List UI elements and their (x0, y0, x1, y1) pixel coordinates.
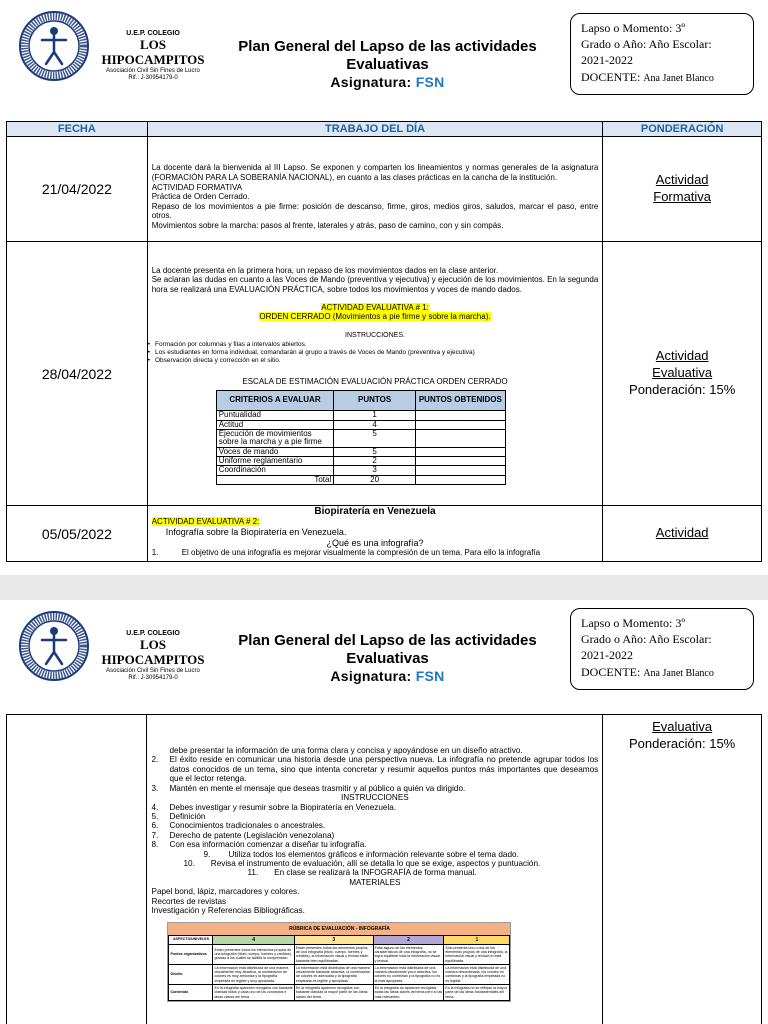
table-row (7, 137, 762, 242)
list-item: • Formación por columnas y filas a intervalos abiertos. (152, 341, 599, 349)
rubric-cell: En la infografía aparecen recogidos con bastante claridad la mayor parte de las ideas claves del tema. (294, 985, 373, 1001)
subject-label: Asignatura: (330, 668, 412, 684)
list-text: Mantén en mente el mensaje que deseas trasmitir y al público a quién va dirigido. (169, 783, 466, 793)
row-date: 21/04/2022 (7, 137, 148, 242)
criteria-points: 5 (334, 447, 416, 456)
scale-title: ESCALA DE ESTIMACIÓN EVALUACIÓN PRÁCTICA ORDEN CERRADO (242, 376, 508, 386)
pond-line: Ponderación: 15% (629, 735, 736, 751)
rubric-title: RÚBRICA DE EVALUACIÓN - INFOGRAFÍA (168, 923, 510, 935)
rubric-aspect: Contenido (169, 985, 213, 1001)
list-item (151, 831, 598, 840)
question-text: ¿Qué es una infografía? (326, 537, 424, 548)
subject-line (215, 668, 560, 685)
docente-label: DOCENTE: (581, 664, 641, 679)
school-name: LOS HIPOCAMPITOS (101, 37, 205, 67)
table-row (216, 475, 505, 484)
text-paragraph: Infografía sobre la Biopiratería en Venezuela. (165, 526, 347, 537)
criteria-header: CRITERIOS A EVALUAR (216, 391, 334, 411)
text-paragraph: La docente dará la bienvenida al III Lapso. Se exponen y comparten los lineamientos y normas generales de la asignatura (FORMACIÓN PARA LA SOBERANÍA NACIONAL), en cuanto a las clases prácticas en la cancha de la institución. (151, 163, 599, 183)
list-text: Debes investigar y resumir sobre la Biopiratería en Venezuela. (169, 802, 397, 812)
page-title (215, 38, 560, 91)
rubric-level: 3 (294, 935, 373, 944)
school-line1: U.E.P. COLEGIO (126, 30, 180, 37)
criteria-points: 4 (334, 420, 416, 429)
row-ponderacion (603, 506, 762, 562)
list-item: 11. En clase se realizará la INFOGRAFÍA de forma manual. (247, 868, 477, 878)
instructions-title: INSTRUCCIONES. (345, 331, 405, 339)
list-item: • Observación directa y corrección en el sitio. (152, 357, 599, 365)
subject-line (215, 74, 560, 91)
list-item (152, 548, 599, 558)
school-line3: Asociación Civil Sin Fines de Lucro (106, 667, 200, 674)
table-row (7, 715, 762, 1024)
table-row (169, 985, 510, 1001)
title-line2: Evaluativas (346, 56, 429, 73)
list-item: 10. Revisa el instrumento de evaluación, allí se detalla lo que se exige, aspectos y puntuación. (183, 859, 541, 869)
table-row (7, 506, 762, 562)
subject-label: Asignatura: (330, 74, 412, 90)
criteria-header-row (216, 391, 505, 411)
list-item (151, 784, 598, 793)
title-line2: Evaluativas (346, 650, 429, 667)
criteria-name: Coordinación (216, 466, 334, 475)
row-date: 28/04/2022 (7, 242, 148, 506)
criteria-points: 5 (334, 429, 416, 447)
page-title (215, 632, 560, 685)
rubric-cell: Falta alguno de los elementos característicos de una infografía, no se logra equilibrar toda la información visual y textual. (373, 944, 444, 964)
rubric-level: 1 (444, 935, 510, 944)
school-logo-icon (18, 10, 90, 82)
criteria-table (216, 390, 506, 485)
activity-subtitle: ORDEN CERRADO (Movimientos a pie firme y sobre la marcha). (259, 312, 491, 322)
text-paragraph: Práctica de Orden Cerrado. (151, 192, 250, 202)
info-grado: Grado o Año: Año Escolar: (581, 632, 712, 647)
plan-table-continued (6, 714, 762, 1024)
row-ponderacion (603, 242, 762, 506)
pond-line: Actividad (655, 172, 709, 188)
docente-name: Ana Janet Blanco (643, 667, 714, 679)
rubric-cell: La información está distribuida de una manera visualmente bastante atractiva, la combinación de colores es adecuada y la tipografía empleada es legible y apropiada. (294, 964, 373, 984)
list-item: • Los estudiantes en forma individual, comandarán al grupo a través de Voces de Mando (preventiva y ejecutiva) (152, 349, 599, 357)
subject-value: FSN (415, 74, 445, 90)
rubric-aspect-header: ASPECTOS/NIVELES (169, 935, 213, 944)
activity-title: ACTIVIDAD EVALUATIVA # 1: (321, 302, 429, 312)
rubric-cell: En la infografía no se reflejan la mayor parte de las ideas fundamentales del tema. (444, 985, 510, 1001)
instructions-list (152, 341, 599, 364)
school-name-block (93, 30, 213, 82)
row-ponderacion (603, 137, 762, 242)
info-year: 2021-2022 (581, 53, 633, 68)
list-item (151, 755, 598, 783)
rubric-image (167, 922, 511, 1002)
list-number: 2. (151, 755, 159, 765)
rubric-table (168, 935, 510, 1001)
list-number: 3. (151, 783, 159, 793)
header-fecha: FECHA (7, 122, 148, 137)
table-row (7, 242, 762, 506)
row-date (7, 715, 147, 1024)
materials-item: Recortes de revistas (151, 896, 227, 906)
header-trabajo: TRABAJO DEL DÍA (147, 122, 603, 137)
page-gap (0, 575, 768, 600)
pond-line: Actividad (655, 348, 709, 364)
pond-line: Evaluativa (652, 365, 713, 381)
list-item (151, 821, 598, 830)
info-lapso: Lapso o Momento: 3º (581, 21, 686, 35)
criteria-obtained (415, 429, 505, 447)
title-line1: Plan General del Lapso de las actividades (238, 632, 537, 649)
info-docente (581, 69, 743, 86)
criteria-header: PUNTOS (334, 391, 416, 411)
list-text: El éxito reside en comunicar una historia desde una perspectiva nueva. La infografía no pretende agrupar todos los datos conocidos de un tema, sino que intenta concretar y resumir aquellos puntos más importantes que deseamos que el lector retenga. (169, 755, 599, 784)
text-paragraph: Repaso de los movimientos a pie firme: posición de descanso, firme, giros, medios giros, saludos, marcar el paso, entre otros. (151, 201, 599, 221)
criteria-points: 1 (334, 411, 416, 420)
plan-table (6, 121, 762, 562)
criteria-name: Ejecución de movimientos sobre la marcha y a pie firme (216, 429, 334, 447)
info-year: 2021-2022 (581, 648, 633, 663)
row-content (147, 506, 603, 562)
school-rif: Rif.: J-30954179-0 (128, 74, 178, 81)
activity-title: ACTIVIDAD EVALUATIVA # 2: (151, 517, 260, 527)
table-row (216, 429, 505, 447)
docente-label: DOCENTE: (581, 69, 641, 84)
list-text: El objetivo de una infografía es mejorar visualmente la compresión de un tema. Para ello la infografía (181, 548, 541, 558)
list-item (151, 803, 598, 812)
table-row (216, 420, 505, 429)
school-rif: Rif.: J-30954179-0 (128, 674, 178, 681)
pond-line: Evaluativa (652, 719, 713, 734)
info-lapso: Lapso o Momento: 3º (581, 616, 686, 630)
rubric-cell: Están presentes todos los elementos propios de una infografía (título, cuerpo, fuentes y créditos), gracias a los cuales se facilita la comprensión. (213, 944, 294, 964)
row-date: 05/05/2022 (7, 506, 148, 562)
list-number: 1. (151, 548, 159, 558)
rubric-cell: Están presentes todos los elementos propios de una infografía (título, cuerpo, fuentes y créditos), la información visual y textual están bastante bien equilibradas. (294, 944, 373, 964)
rubric-cell: Sólo presenta uno o dos de los elementos propios de una infografía, la información visual y textual no está equilibrada. (444, 944, 510, 964)
list-item: 9. Utiliza todos los elementos gráficos e información relevante sobre el tema dado. (203, 849, 519, 859)
criteria-obtained (415, 420, 505, 429)
school-name: LOS HIPOCAMPITOS (101, 637, 205, 667)
info-box (570, 608, 754, 690)
criteria-points: 3 (334, 466, 416, 475)
table-row (216, 411, 505, 420)
docente-name: Ana Janet Blanco (643, 72, 714, 84)
list-text: Conocimientos tradicionales o ancestrales. (169, 821, 326, 831)
school-line3: Asociación Civil Sin Fines de Lucro (106, 67, 200, 74)
instructions-title: INSTRUCCIONES (340, 793, 409, 803)
pond-line: Formativa (653, 189, 712, 204)
school-logo-icon (18, 610, 90, 682)
header-ponderacion: PONDERACIÓN (603, 122, 762, 137)
criteria-points: 2 (334, 457, 416, 466)
rubric-cell: En la infografía no aparecen recogidas todas las ideas claves del tema pero sí las más relevantes. (374, 986, 443, 999)
rubric-level: 4 (213, 935, 294, 944)
rubric-level: 2 (373, 935, 444, 944)
rubric-aspect: Puntos organizativos (169, 944, 213, 964)
list-text: Definición (169, 811, 206, 821)
subject-value: FSN (415, 668, 445, 684)
rubric-cell: En la infografía aparecen recogidos con bastante claridad todos y cada uno de los conceptos e ideas claves del tema. (214, 986, 293, 999)
document-page-2 (0, 600, 768, 1024)
info-docente (581, 664, 743, 681)
rubric-cell: La información está distribuida de una manera visualmente muy atractiva, la combinación de colores es muy armónica y la tipografía empleada es legible y muy apropiada. (213, 964, 294, 984)
title-line1: Plan General del Lapso de las actividades (238, 38, 537, 55)
materials-item: Papel bond, lápiz, marcadores y colores. (151, 887, 300, 897)
info-grado: Grado o Año: Año Escolar: (581, 37, 712, 52)
table-row (216, 466, 505, 475)
row-content (147, 242, 603, 506)
row-content (147, 137, 603, 242)
total-value: 20 (334, 475, 416, 484)
criteria-name: Voces de mando (216, 447, 334, 456)
table-row (169, 964, 510, 984)
rubric-cell: La información está distribuida de una manera desordenada, los colores no combinan y la tipografía empleada no es legible. (444, 964, 510, 984)
rubric-aspect: Diseño (169, 964, 213, 984)
criteria-name: Uniforme reglamentario (216, 457, 334, 466)
row-ponderacion (603, 715, 762, 1024)
list-text: Derecho de patente (Legislación venezolana) (169, 830, 335, 840)
school-name-block (93, 630, 213, 682)
criteria-name: Actitud (216, 420, 334, 429)
criteria-name: Puntualidad (216, 411, 334, 420)
text-paragraph: debe presentar la información de una forma clara y concisa y apoyándose en un diseño atractivo. (169, 745, 523, 755)
school-line1: U.E.P. COLEGIO (126, 630, 180, 637)
table-row (169, 944, 510, 964)
row-content (147, 715, 603, 1024)
criteria-obtained (415, 475, 505, 484)
text-paragraph: Movimientos sobre la marcha: pasos al frente, laterales y atrás, paso de camino, con y sin compás. (151, 220, 504, 230)
criteria-obtained (415, 411, 505, 420)
materials-item: Investigación y Referencias Bibliográficas. (151, 906, 305, 916)
list-number: 4. (151, 802, 159, 812)
criteria-obtained (415, 457, 505, 466)
list-text: Con esa información comenzar a diseñar tu infografía. (169, 840, 367, 850)
criteria-obtained (415, 447, 505, 456)
pond-line: Ponderación: 15% (629, 381, 736, 397)
list-item (151, 812, 598, 821)
list-number: 8. (151, 840, 159, 850)
list-number: 5. (151, 811, 159, 821)
text-paragraph: Se aclaran las dudas en cuanto a las Voces de Mando (preventiva y ejecutiva) y ejecución de los movimientos. En la segunda hora se realizará una EVALUACIÓN PRÁCTICA, sobre todos los movimientos y voces de mando dados. (151, 275, 599, 294)
criteria-obtained (415, 466, 505, 475)
rubric-cell: La información está distribuida de una manera visualmente poco atractiva, los colores no combinan y la tipografía no es la más apropiada. (373, 964, 444, 984)
list-number: 6. (151, 821, 159, 831)
text-paragraph: ACTIVIDAD FORMATIVA (151, 182, 243, 192)
section-heading: Biopiratería en Venezuela (314, 506, 436, 518)
pond-line: Actividad (655, 525, 709, 541)
total-label: Total (216, 475, 334, 484)
materials-title: MATERIALES (349, 877, 401, 887)
table-header-row (7, 122, 762, 137)
list-number: 7. (151, 830, 159, 840)
rubric-level-row (169, 935, 510, 944)
list-item (151, 840, 598, 849)
criteria-header: PUNTOS OBTENIDOS (415, 391, 505, 411)
text-paragraph: La docente presenta en la primera hora, un repaso de los movimientos dados en la clase anterior. (151, 265, 499, 275)
info-box (570, 13, 754, 95)
